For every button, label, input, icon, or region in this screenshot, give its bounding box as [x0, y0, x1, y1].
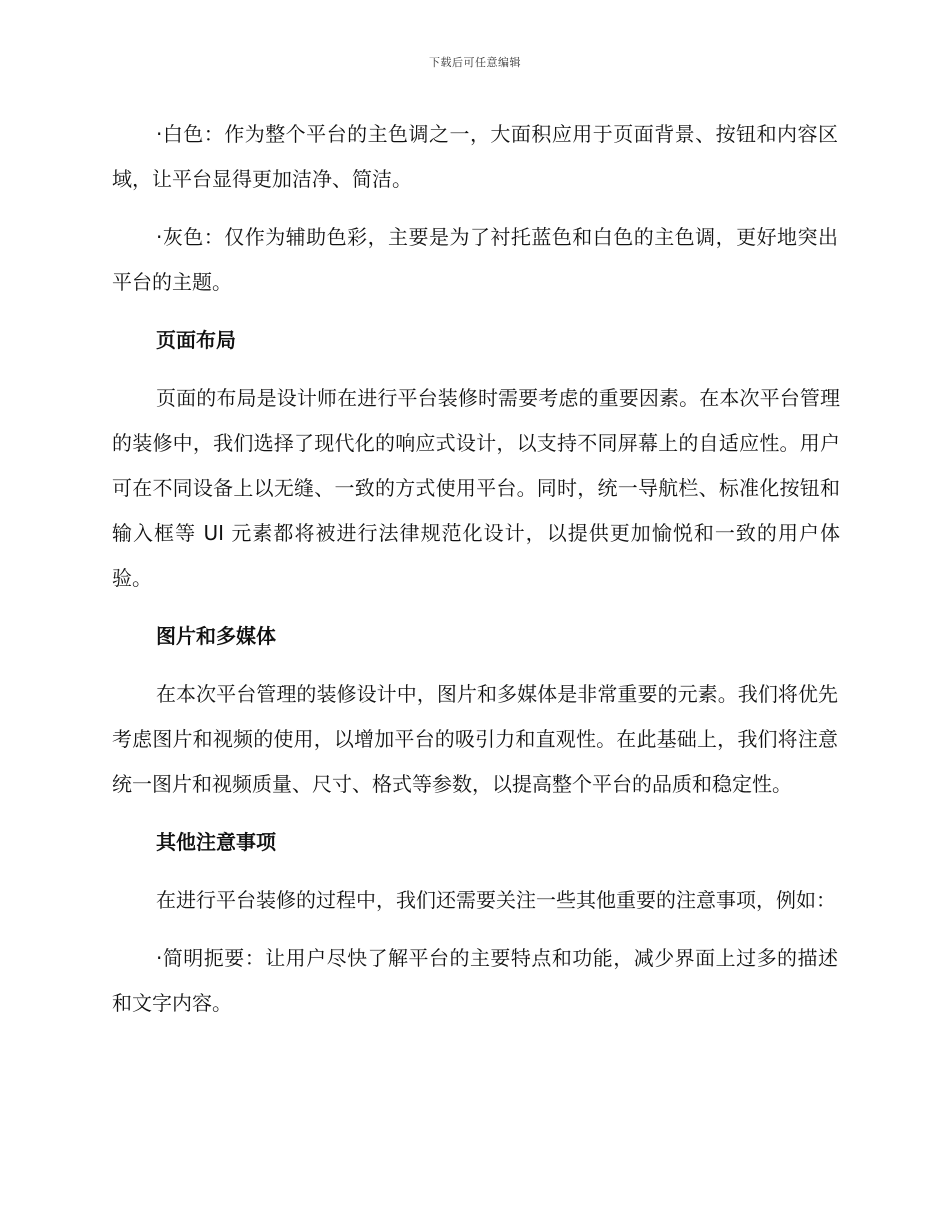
paragraph-media: 在本次平台管理的装修设计中，图片和多媒体是非常重要的元素。我们将优先考虑图片和视频的使用，以增加平台的吸引力和直观性。在此基础上，我们将注意统一图片和视频质量、尺寸、格式等参数，以提高整个平台的品质和稳定性。 [112, 682, 838, 796]
section-heading-media: 图片和多媒体 [156, 624, 276, 648]
bullet-gray-color: ·灰色：仅作为辅助色彩，主要是为了衬托蓝色和白色的主色调，更好地突出平台的主题。 [112, 225, 838, 294]
page-header: 下载后可任意编辑 [429, 56, 521, 69]
paragraph-other: 在进行平台装修的过程中，我们还需要关注一些其他重要的注意事项，例如： [156, 888, 836, 912]
bullet-white-color: ·白色：作为整个平台的主色调之一，大面积应用于页面背景、按钮和内容区域，让平台显得更加洁净、简洁。 [112, 122, 838, 191]
document-body [112, 112, 838, 1039]
bullet-concise: ·简明扼要：让用户尽快了解平台的主要特点和功能，减少界面上过多的描述和文字内容。 [112, 946, 838, 1015]
section-heading-other: 其他注意事项 [156, 830, 276, 854]
paragraph-layout: 页面的布局是设计师在进行平台装修时需要考虑的重要因素。在本次平台管理的装修中，我们选择了现代化的响应式设计，以支持不同屏幕上的自适应性。用户可在不同设备上以无缝、一致的方式使用平台。同时，统一导航栏、标准化按钮和输入框等 UI 元素都将被进行法律规范化设计，以提供更加愉悦和一致的用户体验。 [112, 386, 840, 590]
section-heading-layout: 页面布局 [156, 328, 236, 352]
